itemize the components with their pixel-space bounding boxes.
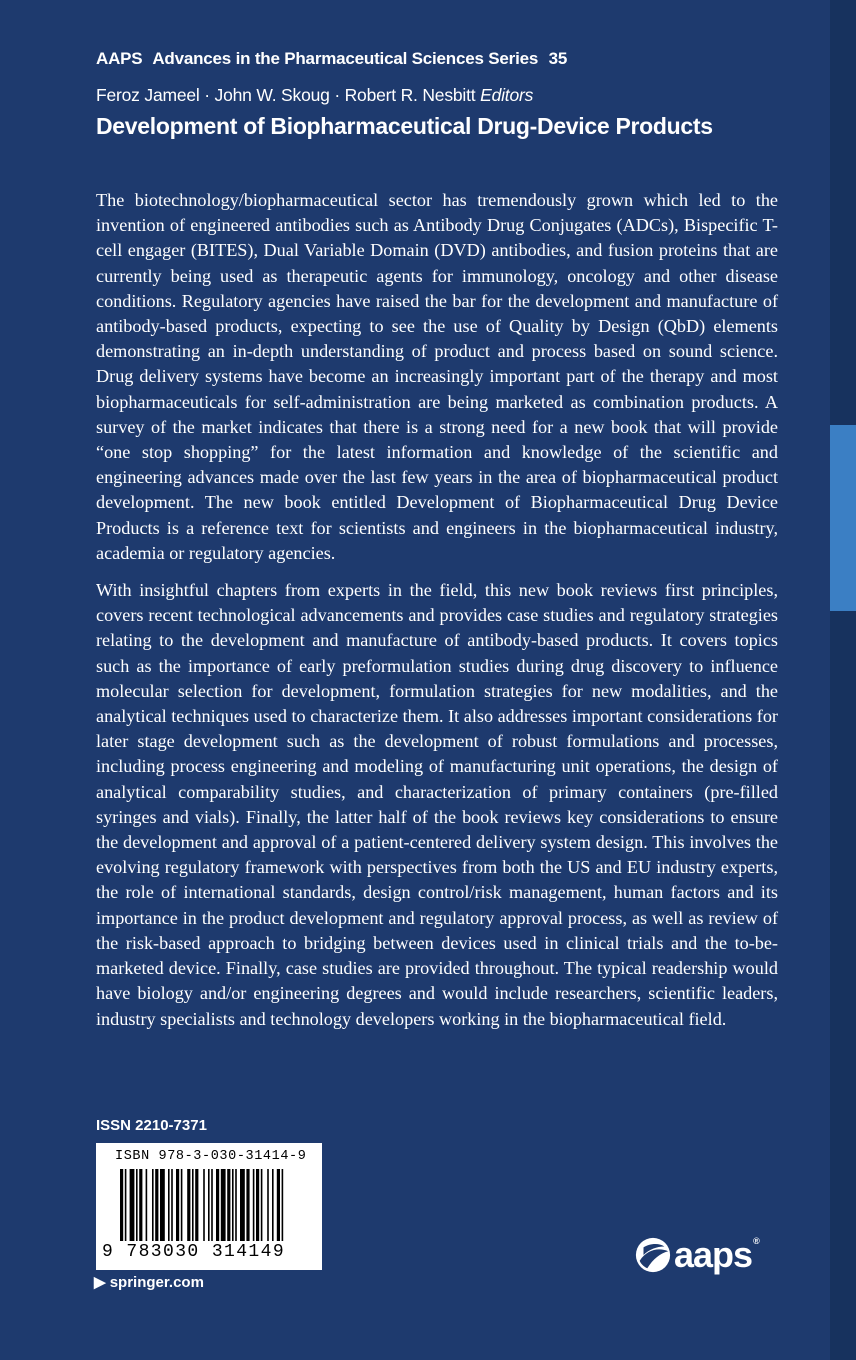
barcode-bar [176, 1169, 179, 1241]
book-title: Development of Biopharmaceutical Drug-Device Products [96, 113, 713, 139]
registered-mark: ® [753, 1236, 759, 1246]
barcode-bar [155, 1169, 158, 1241]
barcode-bars-icon [120, 1169, 300, 1241]
barcode-bar [208, 1169, 210, 1241]
isbn-text: ISBN 978-3-030-31414-9 [115, 1149, 307, 1164]
barcode-bar [203, 1169, 205, 1241]
barcode-bar [211, 1169, 213, 1241]
barcode-bar [195, 1169, 198, 1241]
barcode-bar [139, 1169, 142, 1241]
editors-line [96, 85, 533, 106]
barcode-bar [171, 1169, 173, 1241]
barcode-bar [246, 1169, 249, 1241]
aaps-wordmark-text: aaps [674, 1234, 753, 1275]
barcode-bar [216, 1169, 219, 1241]
barcode-bar [261, 1169, 263, 1241]
barcode-bar [221, 1169, 226, 1241]
arrow-right-icon: ▶ [94, 1274, 106, 1291]
blurb [96, 188, 778, 1044]
barcode-digits: 9 783030 314149 [102, 1242, 286, 1262]
barcode-bar [160, 1169, 165, 1241]
aaps-wordmark [674, 1234, 759, 1275]
series-line [96, 49, 573, 69]
barcode-bar [240, 1169, 245, 1241]
aaps-swirl-icon [634, 1236, 672, 1274]
series-number: 35 [548, 49, 568, 68]
barcode-bar [130, 1169, 135, 1241]
blurb-paragraph: The biotechnology/biopharmaceutical sector has tremendously grown which led to the invention of engineered antibodies such as Antibody Drug Conjugates (ADCs), Bispecific T-cell engager (BITES), Dual Variable Domain (DVD) antibodies, and fusion proteins that are currently being used as therapeutic agents for immunology, oncology and other disease conditions. Regulatory agencies have raised the bar for the development and manufacture of antibody-based products, expecting to see the use of Quality by Design (QbD) elements demonstrating an in-depth understanding of product and process based on sound science. Drug delivery systems have become an increasingly important part of the therapy and most biopharmaceuticals for self-administration are being marketed as combination products. A survey of the market indicates that there is a strong need for a new book that will provide “one stop shopping” for the latest information and knowledge of the scientific and engineering advances made over the last few years in the area of biopharmaceutical product development. The new book entitled Development of Biopharmaceutical Drug Device Products is a reference text for scientists and engineers in the biopharmaceutical industry, academia or regulatory agencies. [96, 190, 778, 563]
barcode-bar [227, 1169, 230, 1241]
website-link[interactable] [94, 1273, 204, 1291]
barcode-bar [253, 1169, 255, 1241]
editor-role: Editors [480, 85, 534, 105]
barcode-bar [120, 1169, 123, 1241]
barcode-bar [168, 1169, 170, 1241]
barcode-bar [277, 1169, 280, 1241]
barcode-bar [282, 1169, 284, 1241]
barcode-bar [181, 1169, 183, 1241]
website-text: springer.com [109, 1274, 204, 1291]
barcode-bar [232, 1169, 234, 1241]
barcode-bar [152, 1169, 154, 1241]
barcode-bar [125, 1169, 127, 1241]
barcode-bar [136, 1169, 138, 1241]
barcode-bar [192, 1169, 194, 1241]
barcode-bar [267, 1169, 269, 1241]
issn: ISSN 2210-7371 [96, 1117, 207, 1134]
series-publisher-tag: AAPS [96, 49, 143, 68]
spine-edge [830, 0, 856, 1360]
aaps-logo [634, 1233, 776, 1277]
editor-names: Feroz Jameel · John W. Skoug · Robert R. Nesbitt [96, 85, 476, 105]
isbn-barcode [96, 1143, 322, 1270]
barcode-bar [235, 1169, 237, 1241]
barcode-bar [256, 1169, 259, 1241]
barcode-bar [272, 1169, 274, 1241]
series-name: Advances in the Pharmaceutical Sciences Series [152, 49, 539, 68]
spine-accent-tab [830, 425, 856, 611]
barcode-bar [146, 1169, 148, 1241]
barcode-bar [187, 1169, 190, 1241]
blurb-paragraph: With insightful chapters from experts in the field, this new book reviews first principles, covers recent technological advancements and provides case studies and regulatory strategies relating to the development and manufacture of antibody-based products. It covers topics such as the importance of early preformulation studies during drug discovery to influence molecular selection for development, formulation strategies for new modalities, and the analytical techniques used to characterize them. It also addresses important considerations for later stage development such as the development of robust formulations and processes, including process engineering and modeling of manufacturing unit operations, the design of analytical comparability studies, and characterization of primary containers (pre-filled syringes and vials). Finally, the latter half of the book reviews key considerations to ensure the development and approval of a patient-centered delivery system design. This involves the evolving regulatory framework with perspectives from both the US and EU industry experts, the role of international standards, design control/risk management, human factors and its importance in the product development and regulatory approval process, as well as review of the risk-based approach to bridging between devices used in clinical trials and the to-be-marketed device. Finally, case studies are provided throughout. The typical readership would have biology and/or engineering degrees and would include researchers, scientific leaders, industry specialists and technology developers working in the biopharmaceutical field. [96, 580, 778, 1029]
